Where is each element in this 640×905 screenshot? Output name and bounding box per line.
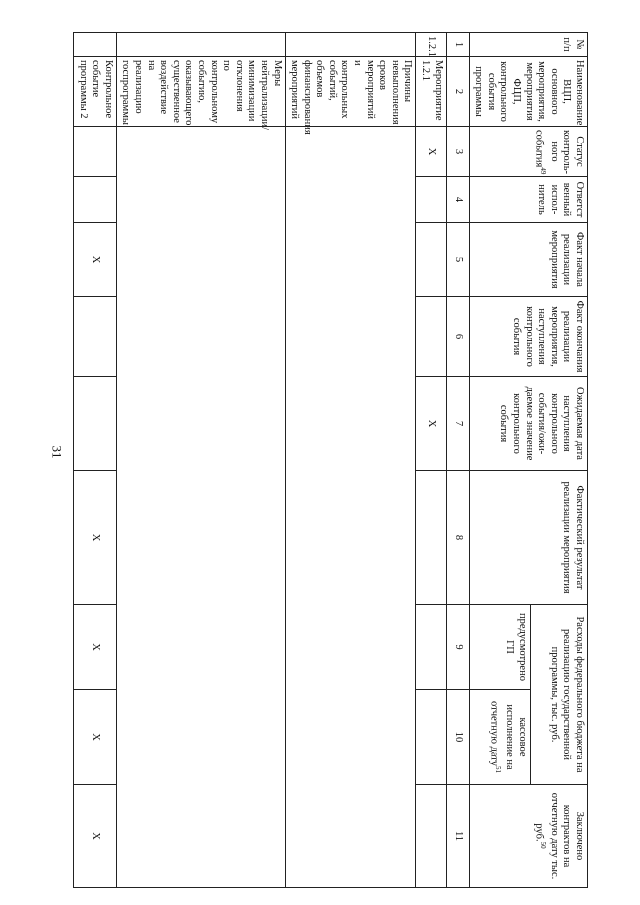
row-name: Меры нейтрализации/минимизации отклонения по контрольному событию, оказывающего существенное воздействие на реализацию госпрограммы — [116, 57, 285, 127]
table-row — [74, 33, 117, 888]
actual-result-cell: X — [74, 471, 117, 605]
status-cell: X — [416, 127, 446, 177]
table-row — [416, 33, 446, 888]
column-number: 10 — [446, 690, 469, 785]
header-contracts-text: Заключено контрактов на отчетную дату тыс. руб. — [533, 792, 585, 880]
header-number: № п/п — [469, 33, 587, 57]
column-number: 5 — [446, 223, 469, 297]
start-fact-cell: X — [74, 223, 117, 297]
empty-cell — [74, 33, 117, 57]
header-expected-date: Ожидаемая дата наступления контрольного события/ожи-даемое значение контрольного события — [469, 377, 587, 471]
empty-cell — [416, 471, 446, 605]
column-number: 8 — [446, 471, 469, 605]
empty-cell — [74, 297, 117, 377]
header-status — [469, 127, 587, 177]
empty-cell — [116, 33, 285, 57]
footnote-49: 49 — [539, 167, 548, 175]
row-name: Причины невыполнения сроков мероприятий и контрольных событий, объемов финансирования мероприятий — [285, 57, 416, 127]
empty-cell — [416, 177, 446, 223]
header-cash-execution — [469, 690, 530, 785]
contracts-cell: X — [74, 785, 117, 888]
report-table — [73, 32, 588, 888]
header-status-text: Статус контроль-ного события — [533, 130, 585, 175]
empty-cell — [74, 127, 117, 177]
table-row — [285, 33, 416, 888]
column-number: 11 — [446, 785, 469, 888]
column-number: 3 — [446, 127, 469, 177]
column-number: 1 — [446, 33, 469, 57]
column-number: 9 — [446, 605, 469, 690]
empty-cell — [416, 785, 446, 888]
empty-cell — [74, 177, 117, 223]
empty-cell — [416, 690, 446, 785]
merged-cell — [285, 127, 416, 888]
column-number: 4 — [446, 177, 469, 223]
header-row — [530, 33, 587, 888]
report-table-wrapper — [77, 32, 588, 887]
column-number: 6 — [446, 297, 469, 377]
header-responsible: Ответст венный испол-нитель — [469, 177, 587, 223]
cash-execution-cell: X — [74, 690, 117, 785]
empty-cell — [74, 377, 117, 471]
header-end-fact: Факт окончания реализации мероприятия, наступления контрольного события — [469, 297, 587, 377]
planned-cell: X — [74, 605, 117, 690]
empty-cell — [416, 297, 446, 377]
empty-cell — [416, 605, 446, 690]
header-planned: предусмотрено ГП — [469, 605, 530, 690]
row-name: Контрольное событие программы 2 — [74, 57, 117, 127]
column-numbers-row — [446, 33, 469, 888]
header-start-fact: Факт начала реализации мероприятия — [469, 223, 587, 297]
header-federal-expenses: Расходы федерального бюджета на реализацию государственной программы, тыс. руб. — [530, 605, 587, 785]
column-number: 7 — [446, 377, 469, 471]
expected-date-cell: X — [416, 377, 446, 471]
header-cash-execution-text: кассовое исполнение на отчетную дату — [488, 701, 528, 770]
empty-cell — [285, 33, 416, 57]
header-contracts — [469, 785, 587, 888]
row-name: Мероприятие 1.2.1 — [416, 57, 446, 127]
table-row — [116, 33, 285, 888]
row-id: 1.2.1 — [416, 33, 446, 57]
header-name: Наименование ВЦП, основного мероприятия, мероприятия ФЦП, контрольного события программы — [469, 57, 587, 127]
footnote-50: 50 — [539, 841, 548, 849]
empty-cell — [416, 223, 446, 297]
column-number: 2 — [446, 57, 469, 127]
page-number: 31 — [49, 445, 65, 459]
footnote-51: 51 — [494, 766, 503, 773]
merged-cell — [116, 127, 285, 888]
header-actual-result: Фактический результат реализации мероприятия — [469, 471, 587, 605]
